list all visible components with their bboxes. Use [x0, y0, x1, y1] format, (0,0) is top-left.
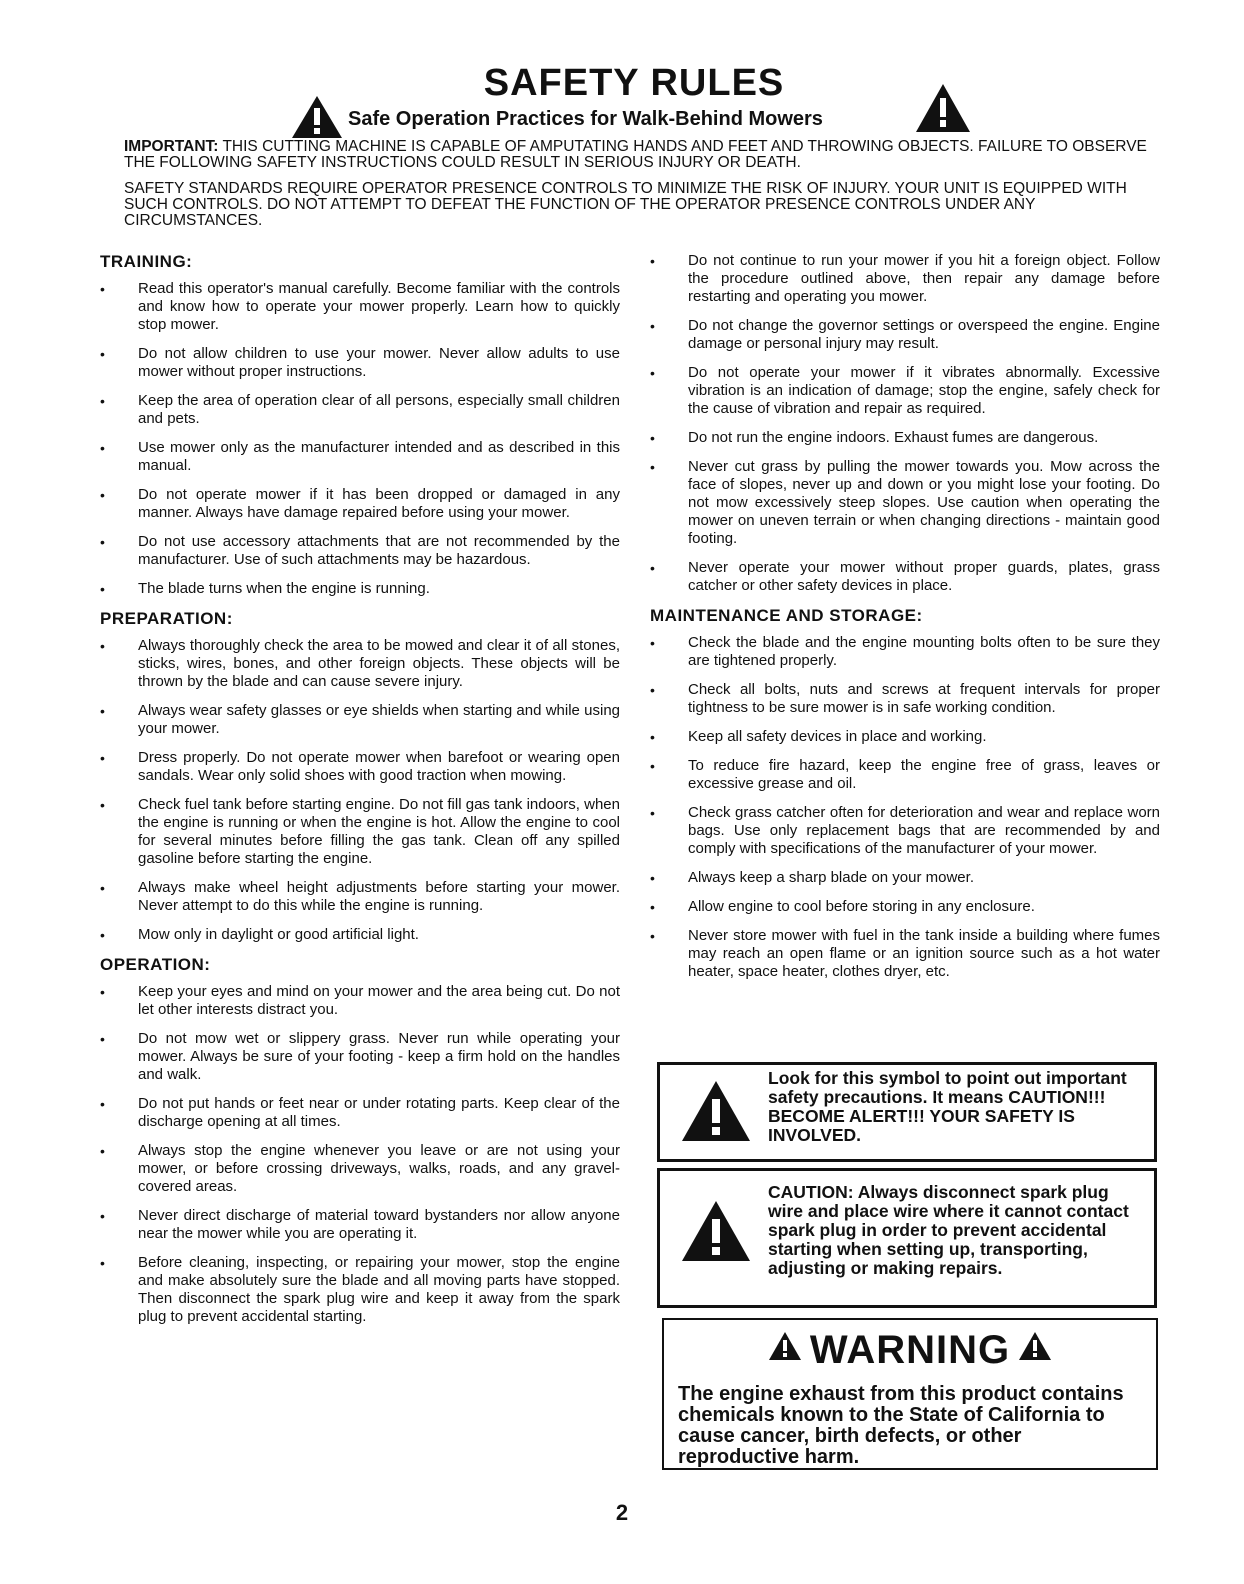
warning-triangle-icon [914, 82, 972, 134]
warning-triangle-icon [680, 1079, 752, 1148]
caution-text: CAUTION: Always disconnect spark plug wire and place wire where it cannot contact spark plug in order to prevent accidental starting when setting up, transporting, adjusting or making repairs. [768, 1182, 1129, 1278]
training-list [100, 280, 620, 598]
list-item: • Check grass catcher often for deterioration and wear and replace worn bags. Use only replacement bags that are recommended by and comply with specifications of the manufacturer of your mower. [650, 804, 1160, 857]
warning-box [662, 1318, 1158, 1470]
section-title-maintenance: MAINTENANCE AND STORAGE: [650, 606, 923, 625]
warning-triangle-icon [290, 94, 344, 140]
standards-notice: SAFETY STANDARDS REQUIRE OPERATOR PRESENCE CONTROLS TO MINIMIZE THE RISK OF INJURY. YOUR UNIT IS EQUIPPED WITH SUCH CONTROLS. DO NOT ATTEMPT TO DEFEAT THE FUNCTION OF THE OPERATOR PRESENCE CONTROLS UNDER ANY CIRCUMSTANCES. [124, 180, 1127, 229]
warning-triangle-icon [768, 1326, 802, 1370]
important-text: THIS CUTTING MACHINE IS CAPABLE OF AMPUTATING HANDS AND FEET AND THROWING OBJECTS. FAILURE TO OBSERVE THE FOLLOWING SAFETY INSTRUCTIONS COULD RESULT IN SERIOUS INJURY OR DEATH. [124, 138, 1147, 171]
warning-heading-text: WARNING [809, 1328, 1011, 1372]
list-item: • Never operate your mower without proper guards, plates, grass catcher or other safety devices in place. [650, 559, 1160, 594]
safety-symbol-box [657, 1062, 1157, 1162]
list-item: • Mow only in daylight or good artificial light. [100, 926, 419, 943]
list-item: • Do not operate mower if it has been dropped or damaged in any manner. Always have damage repaired before using your mower. [100, 486, 620, 521]
warning-heading [664, 1328, 1156, 1374]
safety-symbol-text: Look for this symbol to point out important safety precautions. It means CAUTION!!! BECOME ALERT!!! YOUR SAFETY IS INVOLVED. [768, 1068, 1127, 1145]
list-item: • Always wear safety glasses or eye shields when starting and while using your mower. [100, 702, 620, 737]
list-item: • Keep the area of operation clear of all persons, especially small children and pets. [100, 392, 620, 427]
subtitle-row [0, 104, 1244, 138]
list-item: • To reduce fire hazard, keep the engine free of grass, leaves or excessive grease and oil. [650, 757, 1160, 792]
list-item: • Keep all safety devices in place and working. [650, 728, 987, 745]
list-item: • Always make wheel height adjustments before starting your mower. Never attempt to do this while the engine is running. [100, 879, 620, 914]
page-title: SAFETY RULES [483, 62, 785, 104]
right-column [650, 252, 1160, 992]
list-item: • Do not change the governor settings or overspeed the engine. Engine damage or personal injury may result. [650, 317, 1160, 352]
list-item: • Dress properly. Do not operate mower when barefoot or wearing open sandals. Wear only solid shoes with good traction when mowing. [100, 749, 620, 784]
list-item: • Check all bolts, nuts and screws at frequent intervals for proper tightness to be sure mower is in safe working condition. [650, 681, 1160, 716]
list-item: • Do not run the engine indoors. Exhaust fumes are dangerous. [650, 429, 1099, 446]
list-item: • Do not operate your mower if it vibrates abnormally. Excessive vibration is an indication of damage; stop the engine, safely check for the cause of vibration and repair as required. [650, 364, 1160, 417]
list-item: • Use mower only as the manufacturer intended and as described in this manual. [100, 439, 620, 474]
maintenance-list [650, 634, 1160, 981]
list-item: • Check the blade and the engine mounting bolts often to be sure they are tightened properly. [650, 634, 1160, 669]
warning-text: The engine exhaust from this product contains chemicals known to the State of California to cause cancer, birth defects, or other reproductive harm. [678, 1383, 1124, 1468]
operation-continued-list [650, 252, 1160, 595]
list-item: • Read this operator's manual carefully. Become familiar with the controls and know how to operate your mower properly. Learn how to quickly stop mower. [100, 280, 620, 333]
list-item: • Allow engine to cool before storing in any enclosure. [650, 898, 1035, 915]
section-title-training: TRAINING: [100, 252, 193, 271]
warning-triangle-icon [680, 1199, 752, 1268]
important-notice [124, 139, 1164, 171]
list-item: • Check fuel tank before starting engine. Do not fill gas tank indoors, when the engine is running or when the engine is hot. Allow the engine to cool for several minutes before filling the gas tank. Clean off any spilled gasoline before starting the engine. [100, 796, 620, 867]
page-number: 2 [615, 1500, 629, 1525]
operation-list [100, 983, 620, 1326]
title-block [0, 62, 1244, 104]
list-item: • Do not continue to run your mower if you hit a foreign object. Follow the procedure outlined above, then repair any damage before restarting and operating you mower. [650, 252, 1160, 305]
list-item: • Never cut grass by pulling the mower towards you. Mow across the face of slopes, never up and down or you might lose your footing. Do not mow excessively steep slopes. Use caution when operating the mower on uneven terrain or when changing directions - maintain good footing. [650, 458, 1160, 547]
list-item: • Always stop the engine whenever you leave or are not using your mower, or before crossing driveways, walks, roads, and any gravel-covered areas. [100, 1142, 620, 1195]
section-title-preparation: PREPARATION: [100, 609, 233, 628]
caution-box [657, 1168, 1157, 1308]
list-item: • Keep your eyes and mind on your mower and the area being cut. Do not let other interests distract you. [100, 983, 620, 1018]
page-subtitle: Safe Operation Practices for Walk-Behind Mowers [348, 108, 823, 130]
important-label: IMPORTANT: [124, 138, 219, 155]
list-item: • Before cleaning, inspecting, or repairing your mower, stop the engine and make absolutely sure the blade and all moving parts have stopped. Then disconnect the spark plug wire and keep it away from the spark plug to prevent accidental starting. [100, 1254, 620, 1325]
list-item: • Always thoroughly check the area to be mowed and clear it of all stones, sticks, wires, bones, and other foreign objects. These objects will be thrown by the blade and can cause severe injury. [100, 637, 620, 690]
list-item: • Do not use accessory attachments that are not recommended by the manufacturer. Use of such attachments may be hazardous. [100, 533, 620, 568]
list-item: • Never direct discharge of material toward bystanders nor allow anyone near the mower while you are operating it. [100, 1207, 620, 1242]
list-item: • The blade turns when the engine is running. [100, 580, 430, 597]
list-item: • Always keep a sharp blade on your mower. [650, 869, 974, 886]
warning-triangle-icon [1018, 1326, 1052, 1370]
left-column [100, 252, 620, 1337]
preparation-list [100, 637, 620, 944]
section-title-operation: OPERATION: [100, 955, 211, 974]
list-item: • Do not mow wet or slippery grass. Never run while operating your mower. Always be sure of your footing - keep a firm hold on the handles and walk. [100, 1030, 620, 1083]
list-item: • Do not allow children to use your mower. Never allow adults to use mower without proper instructions. [100, 345, 620, 380]
list-item: • Do not put hands or feet near or under rotating parts. Keep clear of the discharge opening at all times. [100, 1095, 620, 1130]
list-item: • Never store mower with fuel in the tank inside a building where fumes may reach an open flame or an ignition source such as a hot water heater, space heater, clothes dryer, etc. [650, 927, 1160, 980]
